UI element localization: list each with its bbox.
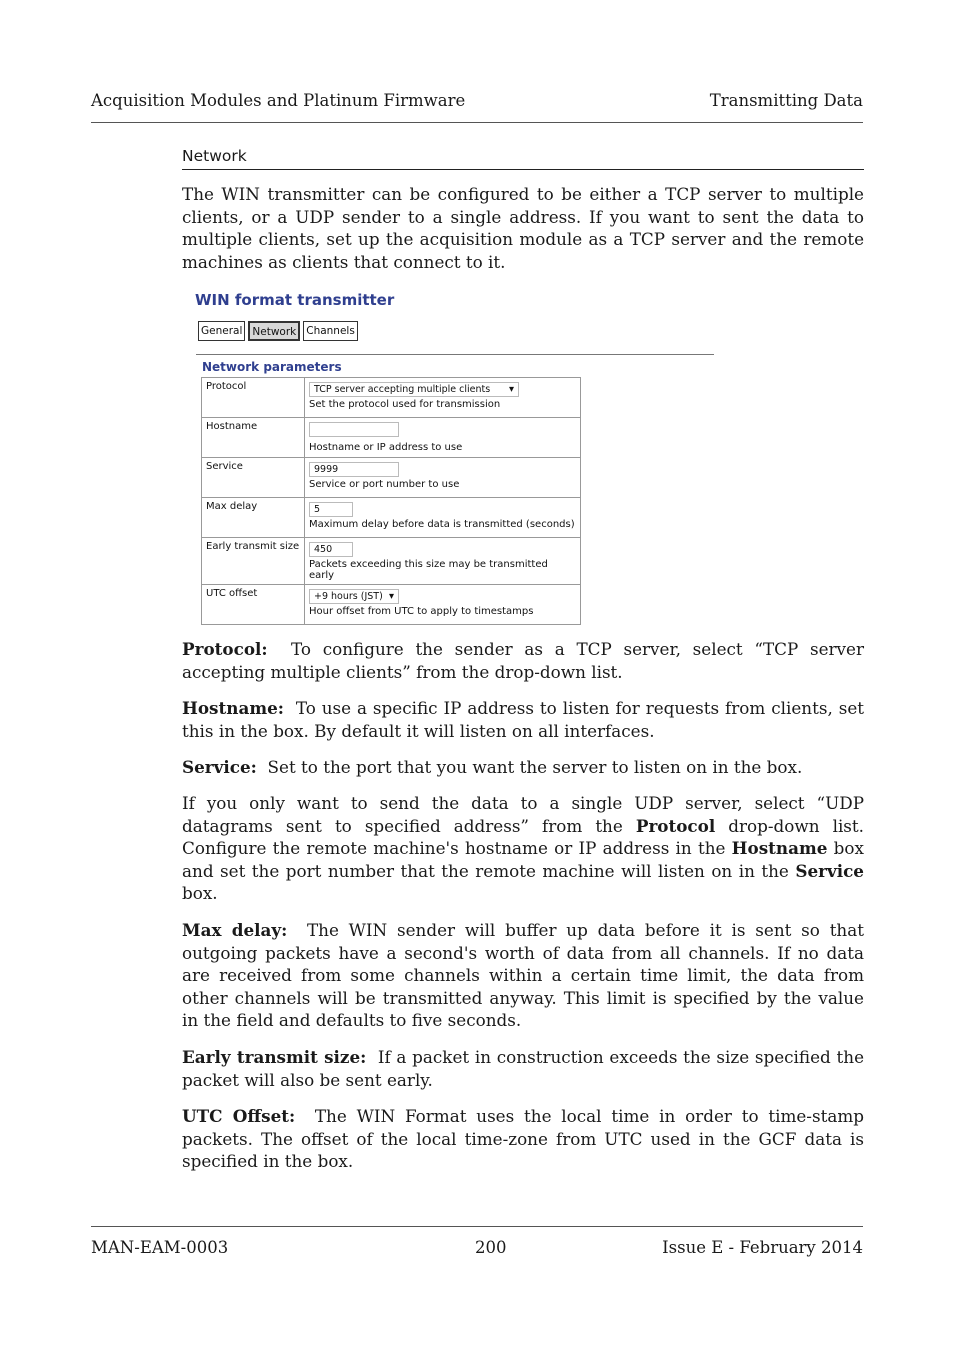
early-transmit-size-input[interactable]: 450 [309,542,353,557]
max-delay-paragraph [182,919,864,1032]
issue-date: Issue E - February 2014 [662,1238,863,1257]
tab-bar [198,321,358,341]
early-transmit-text: If a packet in construction exceeds the size specified the packet will also be sent early. [182,1047,865,1090]
screenshot-win-transmitter [192,287,726,623]
page-footer [91,1226,863,1258]
document-number: MAN-EAM-0003 [91,1238,229,1257]
utc-offset-cell [305,585,581,625]
hostname-label: Hostname [202,418,305,458]
section-title: Network [182,147,864,170]
utc-offset-paragraph [182,1105,864,1173]
protocol-term: Protocol: [182,639,268,659]
tab-general[interactable]: General [198,321,245,341]
early-transmit-size-description: Packets exceeding this size may be transmitted early [309,559,548,581]
service-term: Service: [182,757,257,777]
early-transmit-size-cell [305,538,581,585]
table-row [202,378,581,418]
network-parameters-heading: Network parameters [202,360,342,374]
hostname-text: To use a specific IP address to listen for requests from clients, set this in the box. By default it will listen on all interfaces. [182,698,864,741]
service-input[interactable]: 9999 [309,462,399,477]
protocol-label: Protocol [202,378,305,418]
utc-offset-select-value: +9 hours (JST) [314,591,383,602]
udp-bold-hostname: Hostname [731,838,828,859]
tab-channels[interactable]: Channels [303,321,358,341]
protocol-select[interactable] [309,382,519,397]
hostname-description: Hostname or IP address to use [309,442,463,453]
screenshot-title: WIN format transmitter [195,291,395,309]
network-parameters-table [201,377,581,625]
header-chapter-title: Transmitting Data [709,91,863,110]
utc-offset-description: Hour offset from UTC to apply to timestamps [309,606,534,617]
max-delay-cell [305,498,581,538]
udp-paragraph [182,792,864,905]
service-cell [305,458,581,498]
protocol-text: To configure the sender as a TCP server, select “TCP server accepting multiple clients” from the drop-down list. [182,639,864,682]
hostname-paragraph [182,697,864,742]
utc-offset-label: UTC offset [202,585,305,625]
utc-offset-text: The WIN Format uses the local time in order to time-stamp packets. The offset of the local time-zone from UTC used in the GCF data is specified in the box. [182,1106,864,1172]
intro-paragraph: The WIN transmitter can be configured to be either a TCP server to multiple clients, or a UDP sender to a single address. If you want to sent the data to multiple clients, set up the acquisition module as a TCP server and the remote machines as clients that connect to it. [182,184,864,272]
protocol-paragraph [182,638,864,683]
utc-offset-select[interactable] [309,589,399,604]
service-text: Set to the port that you want the server to listen on in the box. [267,757,803,777]
protocol-description: Set the protocol used for transmission [309,399,501,410]
early-transmit-paragraph [182,1046,864,1091]
page-header [91,91,863,123]
service-label: Service [202,458,305,498]
max-delay-term: Max delay: [182,920,288,940]
max-delay-description: Maximum delay before data is transmitted (seconds) [309,519,575,530]
hostname-input[interactable] [309,422,399,437]
table-row [202,538,581,585]
early-transmit-term: Early transmit size: [182,1047,367,1067]
max-delay-text: The WIN sender will buffer up data before it is sent so that outgoing packets have a second's worth of data from all channels. If no data are received from some channels within a certain time limit, the data from other channels will be transmitted anyway. This limit is specified by the value in the field and defaults to five seconds. [182,920,864,1031]
max-delay-input[interactable]: 5 [309,502,353,517]
udp-text-2: drop-down list. Configure the remote machine's hostname or IP address in the [182,815,864,859]
udp-bold-service: Service [795,860,864,881]
page-number: 200 [475,1238,507,1257]
protocol-cell [305,378,581,418]
table-row [202,418,581,458]
table-row [202,585,581,625]
tab-network[interactable]: Network [248,321,300,341]
udp-text-4: box. [182,883,218,904]
header-document-title: Acquisition Modules and Platinum Firmware [91,91,466,110]
table-row [202,458,581,498]
early-transmit-size-label: Early transmit size [202,538,305,585]
protocol-select-value: TCP server accepting multiple clients [314,384,491,395]
table-row [202,498,581,538]
hostname-term: Hostname: [182,698,284,718]
service-paragraph [182,756,864,779]
service-description: Service or port number to use [309,479,460,490]
max-delay-label: Max delay [202,498,305,538]
divider [196,354,714,355]
udp-bold-protocol: Protocol [635,815,716,836]
udp-text-3: box and set the port number that the remote machine will listen on in the [182,838,864,881]
utc-offset-term: UTC Offset: [182,1106,296,1126]
hostname-cell [305,418,581,458]
udp-text-1: If you only want to send the data to a single UDP server, select “UDP datagrams sent to specified address” from the [182,793,864,836]
